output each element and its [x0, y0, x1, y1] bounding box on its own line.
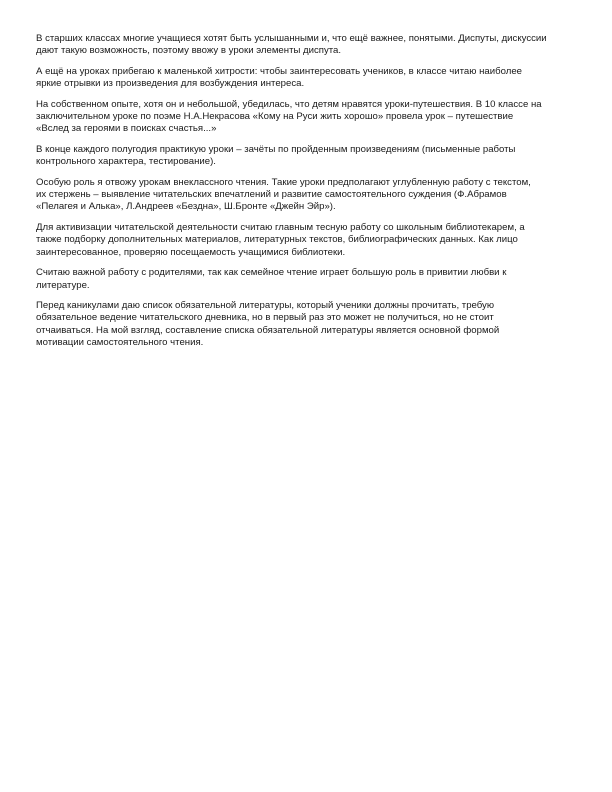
paragraph-reading-excerpts: А ещё на уроках прибегаю к маленькой хитрости: чтобы заинтересовать учеников, в классе читаю наиболее яркие отрывки из произведения для возбуждения интереса. [36, 65, 522, 90]
paragraph-reading-list: Перед каникулами даю список обязательной литературы, который ученики должны прочитать, требую обязательное ведение читательского дневника, но в первый раз это может не получиться, но не стоит отчаиваться. На мой взгляд, составление списка обязательной литературы является основной формой мотивации самостоятельного чтения. [36, 299, 500, 349]
paragraph-credit-lessons: В конце каждого полугодия практикую уроки – зачёты по пройденным произведениям (письменные работы контрольного характера, тестирование). [36, 143, 516, 168]
paragraph-debates: В старших классах многие учащиеся хотят быть услышанными и, что ещё важнее, понятыми. Диспуты, дискуссии дают такую возможность, поэтому ввожу в уроки элементы диспута. [36, 33, 547, 57]
document-body [36, 33, 578, 358]
paragraph-librarian-work: Для активизации читательской деятельности считаю главным тесную работу со школьным библиотекарем, а также подборку дополнительных материалов, литературных текстов, библиографических данных. Как лицо заинтересованное, проверяю посещаемость учащимися библиотеки. [36, 221, 525, 258]
paragraph-travel-lessons: На собственном опыте, хотя он и небольшой, убедилась, что детям нравятся уроки-путешествия. В 10 классе на заключительном уроке по поэме Н.А.Некрасова «Кому на Руси жить хорошо» провела урок – путешествие «Вслед за героями в поисках счастья...» [36, 98, 542, 135]
paragraph-parents-work: Считаю важной работу с родителями, так как семейное чтение играет большую роль в привитии любви к литературе. [36, 267, 507, 291]
paragraph-extracurricular-reading: Особую роль я отвожу урокам внеклассного чтения. Такие уроки предполагают углубленную работу с текстом, их стержень – выявление читательских впечатлений и развитие самостоятельного суждения (Ф.Абрамов «Пелагея и Алька», Л.Андреев «Бездна», Ш.Бронте «Джейн Эйр»). [36, 176, 531, 213]
